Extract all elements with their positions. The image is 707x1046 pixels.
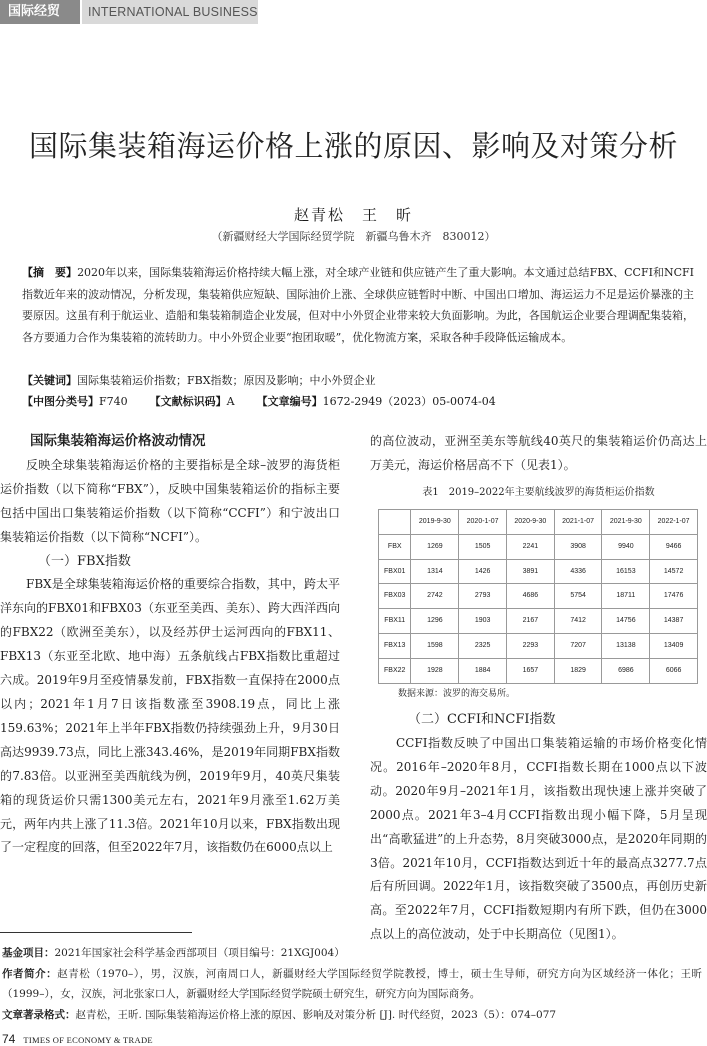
table-row (379, 559, 698, 584)
index-value-cell: 9466 (650, 534, 698, 559)
index-value-cell: 1426 (459, 559, 507, 584)
section-header (0, 0, 707, 24)
table-source: 数据来源：波罗的海交易所。 (398, 689, 516, 700)
fbx-paragraph-continued: 的高位波动，亚洲至美东等航线40英尺的集装箱运价仍高达上万美元，海运价格居高不下（见表1）。 (370, 434, 707, 472)
footnotes (2, 943, 702, 1025)
index-value-cell: 18711 (602, 584, 650, 609)
author-affiliation: （新疆财经大学国际经贸学院 新疆乌鲁木齐 830012） (211, 230, 496, 243)
fund-label: 基金项目： (2, 947, 55, 959)
subsection-heading-ccfi: （二）CCFI和NCFI指数 (408, 712, 556, 728)
index-value-cell: 1903 (459, 609, 507, 634)
intro-paragraph: 反映全球集装箱海运价格的主要指标是全球–波罗的海货柜运价指数（以下简称“FBX”），反映中国集装箱运价的指标主要包括中国出口集装箱运价指数（以下简称“CCFI”）和宁波出口集装箱运价指数（以下简称“NCFI”）。 (0, 457, 340, 544)
author-text: 赵青松（1970–），男，汉族，河南周口人，新疆财经大学国际经贸学院教授，博士，硕士生导师，研究方向为区域经济一体化；王昕（1999–），女，汉族，河北张家口人，新疆财经大学国际经贸学院硕士研究生，研究方向为国际商务。 (2, 967, 702, 1000)
index-value-cell: 13409 (650, 634, 698, 659)
table-header-cell: 2020-9-30 (506, 509, 554, 534)
page-number: 74 (2, 1032, 16, 1046)
fund-note (2, 943, 702, 964)
index-value-cell: 4686 (506, 584, 554, 609)
route-label-cell: FBX03 (379, 584, 411, 609)
table-row (379, 584, 698, 609)
left-column (0, 430, 340, 860)
section-heading: 国际集装箱海运价格波动情况 (30, 433, 206, 449)
index-value-cell: 17476 (650, 584, 698, 609)
table-header-row (379, 509, 698, 534)
keywords-label: 【关键词】 (22, 374, 77, 387)
keywords-text: 国际集装箱运价指数；FBX指数；原因及影响；中小外贸企业 (77, 374, 376, 387)
table-header-cell: 2020-1-07 (459, 509, 507, 534)
route-label-cell: FBX13 (379, 634, 411, 659)
fbx-paragraph: FBX是全球集装箱海运价格的重要综合指数，其中，跨太平洋东向的FBX01和FBX03（东亚至美西、美东）、跨大西洋西向的FBX22（欧洲至美东），以及经苏伊士运河西向的FBX11、FBX13（东亚至北欧、地中海）五条航线占FBX指数比重超过六成。2019年9月至疫情暴发前，FBX指数一直保持在2000点以内；2021年1月7日该指数涨至3908.19点，同比上涨159.63%；2021年上半年FBX指数仍持续强劲上升，9月30日高达9939.73点，同比上涨343.46%，是2019年同期FBX指数的7.83倍。以亚洲至美西航线为例，2019年9月，40英尺集装箱的现货运价只需1300美元左右，2021年9月涨至1.62万美元，两年内共上涨了11.3倍。2021年10月以来，FBX指数出现了一定程度的回落，但至2022年7月，该指数仍在6000点以上 (0, 577, 340, 855)
fund-text: 2021年国家社会科学基金西部项目（项目编号：21XGJ004） (54, 947, 345, 959)
index-value-cell: 1884 (459, 659, 507, 684)
index-value-cell: 14756 (602, 609, 650, 634)
index-value-cell: 7207 (554, 634, 602, 659)
index-value-cell: 1829 (554, 659, 602, 684)
table-header-cell (379, 509, 411, 534)
table-header-cell: 2021-1-07 (554, 509, 602, 534)
index-value-cell: 2325 (459, 634, 507, 659)
index-value-cell: 14572 (650, 559, 698, 584)
index-value-cell: 2793 (459, 584, 507, 609)
article-authors: 赵青松 王 昕 (293, 206, 413, 224)
article-title: 国际集装箱海运价格上涨的原因、影响及对策分析 (28, 129, 678, 163)
index-value-cell: 1928 (411, 659, 459, 684)
table-row (379, 659, 698, 684)
index-value-cell: 6066 (650, 659, 698, 684)
keywords (22, 370, 694, 391)
index-value-cell: 3891 (506, 559, 554, 584)
abstract-text: 2020年以来，国际集装箱海运价格持续大幅上涨，对全球产业链和供应链产生了重大影响。本文通过总结FBX、CCFI和NCFI指数近年来的波动情况，分析发现，集装箱供应短缺、国际油价上涨、全球供应链暂时中断、中国出口增加、海运运力不足是运价暴涨的主要原因。这虽有利于航运业、造船和集装箱制造企业发展，但对中小外贸企业带来较大负面影响。为此，各国航运企业要合理调配集装箱，各方要通力合作为集装箱的流转助力。中小外贸企业要“抱团取暖”，优化物流方案，采取各种手段降低运输成本。 (22, 266, 694, 344)
article-number-value: 1672-2949（2023）05-0074-04 (322, 395, 496, 408)
doc-code-label: 【文献标识码】 (149, 395, 227, 408)
route-label-cell: FBX11 (379, 609, 411, 634)
index-value-cell: 1598 (411, 634, 459, 659)
table-caption: 表1 2019–2022年主要航线波罗的海货柜运价指数 (422, 486, 655, 498)
right-column (370, 430, 707, 947)
index-value-cell: 2293 (506, 634, 554, 659)
index-value-cell: 13138 (602, 634, 650, 659)
footnote-divider (0, 932, 192, 933)
index-value-cell: 5754 (554, 584, 602, 609)
index-value-cell: 1296 (411, 609, 459, 634)
index-value-cell: 1505 (459, 534, 507, 559)
citation-text: 赵青松，王昕. 国际集装箱海运价格上涨的原因、影响及对策分析 [J]. 时代经贸，2023（5）：074–077 (75, 1008, 557, 1021)
table-header-cell: 2021-9-30 (602, 509, 650, 534)
journal-name: TIMES OF ECONOMY & TRADE (23, 1035, 153, 1045)
route-label-cell: FBX22 (379, 659, 411, 684)
citation-label: 文章著录格式： (2, 1008, 76, 1021)
index-value-cell: 16153 (602, 559, 650, 584)
classification-line (22, 391, 694, 412)
table-row (379, 634, 698, 659)
abstract-label: 【摘 要】 (22, 266, 78, 279)
page-footer (2, 1032, 153, 1046)
index-value-cell: 4336 (554, 559, 602, 584)
index-value-cell: 2167 (506, 609, 554, 634)
citation-note (2, 1005, 702, 1026)
clc-value: F740 (99, 395, 128, 408)
table-header-cell: 2022-1-07 (650, 509, 698, 534)
index-value-cell: 9940 (602, 534, 650, 559)
table-row (379, 534, 698, 559)
index-value-cell: 1314 (411, 559, 459, 584)
index-value-cell: 2742 (411, 584, 459, 609)
table-header-cell: 2019-9-30 (411, 509, 459, 534)
section-tag-en: INTERNATIONAL BUSINESS (82, 0, 258, 24)
author-note (2, 964, 702, 1005)
route-label-cell: FBX (379, 534, 411, 559)
index-value-cell: 14387 (650, 609, 698, 634)
doc-code-value: A (226, 395, 235, 408)
route-label-cell: FBX01 (379, 559, 411, 584)
table-row (379, 609, 698, 634)
abstract (22, 262, 694, 348)
index-value-cell: 7412 (554, 609, 602, 634)
ccfi-paragraph: CCFI指数反映了中国出口集装箱运输的市场价格变化情况。2016年–2020年8月，CCFI指数长期在1000点以下波动。2020年9月–2021年1月，该指数出现快速上涨并突破了2000点。2021年3–4月CCFI指数出现小幅下降，5月呈现出“高歌猛进”的上升态势，8月突破3000点，是2020年同期的3倍。2021年10月，CCFI指数达到近十年的最高点3277.7点后有所回调。2022年1月，该指数突破了3500点，再创历史新高。至2022年7月，CCFI指数短期内有所下跌，但仍在3000点以上的高位波动，处于中长期高位（见图1）。 (370, 735, 707, 942)
subsection-heading-fbx: （一）FBX指数 (38, 553, 131, 569)
fbx-index-table (378, 509, 698, 684)
index-value-cell: 6986 (602, 659, 650, 684)
section-tag-cn: 国际经贸 (0, 0, 80, 24)
index-value-cell: 1657 (506, 659, 554, 684)
index-value-cell: 1269 (411, 534, 459, 559)
author-label: 作者简介： (2, 967, 58, 980)
index-value-cell: 2241 (506, 534, 554, 559)
index-value-cell: 3908 (554, 534, 602, 559)
clc-label: 【中图分类号】 (22, 395, 99, 408)
article-number-label: 【文章编号】 (256, 395, 323, 408)
